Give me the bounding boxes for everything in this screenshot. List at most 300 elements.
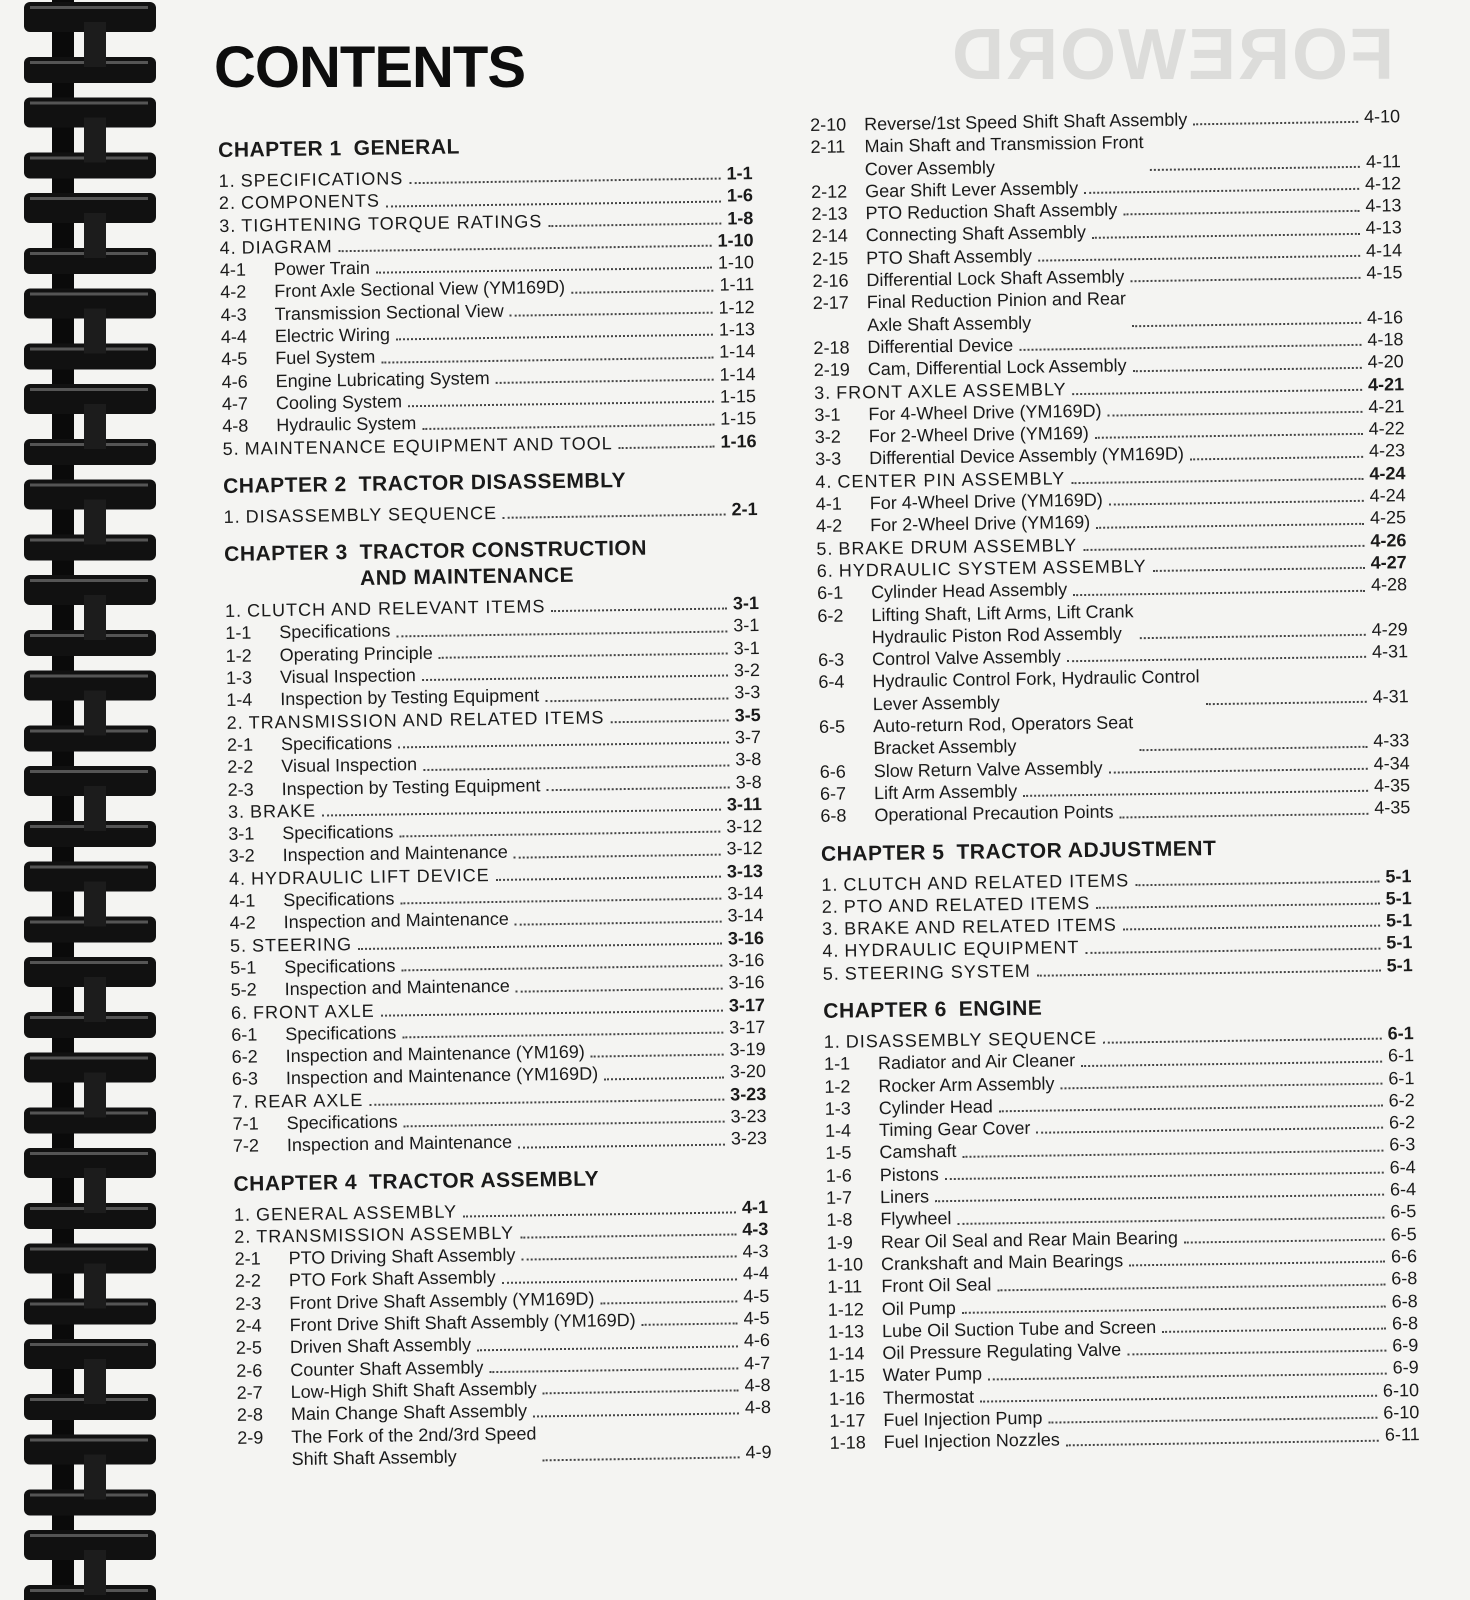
entry-number: 2-10 <box>810 114 847 135</box>
entry-title: Control Valve Assembly <box>871 646 1061 670</box>
entry-number: 2-7 <box>236 1382 263 1403</box>
toc-section-entry <box>223 498 757 528</box>
page-title: CONTENTS <box>214 35 525 100</box>
dot-leader <box>422 675 728 682</box>
entry-number: 4-7 <box>221 393 249 414</box>
chapter-title-line: TRACTOR ADJUSTMENT <box>956 836 1217 864</box>
entry-number: 3-3 <box>814 449 842 470</box>
entry-page-number: 3-1 <box>733 615 760 636</box>
entry-title: For 2-Wheel Drive (YM169) <box>869 512 1091 536</box>
entry-number: 3. <box>219 215 237 236</box>
entry-page-number: 4-14 <box>1365 240 1403 261</box>
dot-leader <box>398 742 729 749</box>
chapter-title-line: TRACTOR DISASSEMBLY <box>358 468 627 496</box>
entry-number: 2. <box>226 712 244 733</box>
entry-number: 2. <box>218 193 237 214</box>
entry-page-number: 4-24 <box>1369 485 1406 506</box>
dot-leader <box>358 943 722 950</box>
entry-title: Differential Device Assembly (YM169D) <box>868 443 1185 469</box>
dot-leader <box>496 379 714 384</box>
entry-title-line: Main Shaft and Transmission Front <box>864 132 1144 157</box>
dot-leader <box>1123 210 1359 216</box>
binding-ring <box>24 193 156 274</box>
entry-number: 4-5 <box>221 348 248 370</box>
dot-leader <box>1019 344 1361 351</box>
entry-page-number: 4-31 <box>1372 685 1409 707</box>
entry-number: 1. <box>821 874 839 895</box>
dot-leader <box>1073 389 1363 395</box>
dot-leader <box>369 1099 724 1106</box>
entry-title: HYDRAULIC EQUIPMENT <box>844 937 1080 961</box>
entry-number: 3-1 <box>228 823 255 845</box>
entry-page-number: 3-7 <box>734 726 762 748</box>
entry-page-number: 3-12 <box>726 816 763 837</box>
dot-leader <box>610 719 728 723</box>
entry-page-number: 1-1 <box>726 163 753 184</box>
entry-title-line: Hydraulic Control Fork, Hydraulic Control <box>872 666 1200 692</box>
entry-page-number: 2-1 <box>731 498 758 520</box>
entry-number: 1. <box>224 600 243 622</box>
entry-title: HYDRAULIC SYSTEM ASSEMBLY <box>838 555 1147 581</box>
entry-title: BRAKE <box>249 800 317 822</box>
entry-number: 2-12 <box>811 181 848 202</box>
spiral-binding <box>0 0 160 1600</box>
entry-number: 6-3 <box>817 649 845 671</box>
entry-title: Lube Oil Suction Tube and Screen <box>881 1316 1157 1341</box>
entry-page-number: 3-3 <box>734 682 761 703</box>
dot-leader <box>591 1054 724 1058</box>
entry-number: 2-13 <box>811 203 848 225</box>
entry-title <box>872 666 1200 715</box>
entry-number: 3-2 <box>228 845 255 867</box>
entry-number: 7-1 <box>232 1113 259 1134</box>
entry-page-number: 3-20 <box>729 1061 767 1082</box>
entry-title: Oil Pressure Regulating Valve <box>882 1339 1122 1364</box>
entry-title <box>291 1422 537 1470</box>
entry-title: Front Drive Shaft Assembly (YM169D) <box>289 1288 595 1313</box>
entry-number: 6-1 <box>816 582 844 604</box>
binding-ring <box>24 480 156 561</box>
entry-page-number: 4-10 <box>1363 106 1401 127</box>
entry-page-number: 4-7 <box>744 1352 771 1373</box>
entry-page-number: 4-15 <box>1366 262 1403 283</box>
chapter-title-line: AND MAINTENANCE <box>359 563 575 591</box>
entry-title-line: Cover Assembly <box>864 156 995 179</box>
entry-number: 1-4 <box>226 689 253 711</box>
entry-page-number: 3-16 <box>727 927 765 949</box>
entry-page-number: 3-5 <box>734 704 761 726</box>
entry-title-line: Lifting Shaft, Lift Arms, Lift Crank <box>871 600 1134 625</box>
entry-page-number: 6-8 <box>1391 1268 1418 1289</box>
dot-leader <box>547 786 730 791</box>
dot-leader <box>1096 903 1380 909</box>
dot-leader <box>1123 925 1380 931</box>
entry-page-number: 1-13 <box>718 319 756 340</box>
dot-leader <box>1108 411 1363 417</box>
entry-number: 6. <box>816 560 834 581</box>
entry-title: Specifications <box>283 888 395 911</box>
binding-ring <box>24 1053 156 1134</box>
entry-number: 2-16 <box>812 270 849 292</box>
entry-title: Slow Return Valve Assembly <box>873 757 1103 781</box>
dot-leader <box>514 853 721 858</box>
chapter-heading <box>823 990 1413 1025</box>
dot-leader <box>1120 812 1369 818</box>
dot-leader <box>1084 188 1359 194</box>
dot-leader <box>1153 567 1365 572</box>
chapter-number: CHAPTER 6 <box>823 998 948 1023</box>
entry-number: 7-2 <box>232 1135 260 1157</box>
entry-title: Timing Gear Cover <box>878 1118 1031 1141</box>
entry-title: Specifications <box>284 955 396 978</box>
entry-title: Differential Device <box>867 334 1014 358</box>
entry-page-number: 6-5 <box>1390 1223 1417 1245</box>
entry-number: 1-11 <box>827 1276 863 1298</box>
entry-page-number: 3-8 <box>735 749 762 770</box>
binding-ring <box>24 671 156 752</box>
dot-leader <box>1081 1060 1382 1066</box>
dot-leader <box>515 920 722 925</box>
entry-number: 2-6 <box>236 1360 263 1381</box>
dot-leader <box>619 446 715 449</box>
entry-title: FRONT AXLE <box>252 1000 375 1023</box>
entry-number: 3-2 <box>814 426 841 448</box>
entry-title: Fuel System <box>275 347 376 369</box>
entry-title: Visual Inspection <box>281 754 418 777</box>
chapter-heading <box>224 534 759 594</box>
entry-title-line: The Fork of the 2nd/3rd Speed <box>291 1422 537 1447</box>
entry-page-number: 3-2 <box>733 660 761 681</box>
entry-number: 2-4 <box>235 1315 262 1336</box>
entry-title: GENERAL ASSEMBLY <box>255 1201 458 1225</box>
binding-ring <box>24 1244 156 1325</box>
entry-title: Counter Shaft Assembly <box>290 1356 484 1380</box>
entry-title-line: Final Reduction Pinion and Rear <box>866 288 1127 313</box>
entry-page-number: 4-33 <box>1373 730 1410 752</box>
entry-page-number: 6-4 <box>1389 1156 1416 1178</box>
entry-number: 1-1 <box>823 1053 851 1075</box>
entry-page-number: 3-23 <box>730 1105 767 1127</box>
entry-number: 6-5 <box>818 716 846 737</box>
entry-title: STEERING <box>251 933 353 956</box>
entry-title: PTO Fork Shaft Assembly <box>288 1267 496 1291</box>
entry-number: 5-1 <box>230 957 257 978</box>
entry-page-number: 6-4 <box>1389 1179 1417 1200</box>
dot-leader <box>1067 656 1366 662</box>
toc-subsection-entry <box>237 1418 772 1471</box>
entry-number: 2-9 <box>237 1427 264 1448</box>
dot-leader <box>548 222 721 227</box>
entry-page-number: 3-1 <box>733 637 760 659</box>
entry-number: 4-1 <box>229 890 256 911</box>
entry-number: 2-3 <box>227 779 254 800</box>
entry-title: CENTER PIN ASSEMBLY <box>837 468 1066 492</box>
entry-title: Thermostat <box>882 1386 975 1408</box>
entry-page-number: 1-15 <box>719 386 757 407</box>
entry-number: 2-18 <box>813 337 850 358</box>
entry-number: 1. <box>223 506 241 527</box>
entry-page-number: 3-14 <box>727 905 764 926</box>
entry-title: Inspection by Testing Equipment <box>281 774 541 799</box>
dot-leader <box>1130 277 1360 282</box>
entry-title: STEERING SYSTEM <box>844 960 1031 984</box>
entry-page-number: 4-6 <box>743 1330 771 1351</box>
binding-ring <box>24 862 156 943</box>
dot-leader <box>600 1300 737 1304</box>
entry-page-number: 4-16 <box>1366 306 1404 328</box>
entry-number: 6-4 <box>818 671 845 693</box>
entry-title: Fuel Injection Pump <box>883 1407 1043 1431</box>
dot-leader <box>1049 1417 1378 1424</box>
dot-leader <box>381 356 713 363</box>
entry-page-number: 4-1 <box>741 1196 769 1217</box>
entry-number: 4. <box>822 941 840 962</box>
entry-title: PTO Driving Shaft Assembly <box>288 1244 516 1269</box>
dot-leader <box>521 1256 736 1261</box>
entry-title: REAR AXLE <box>254 1089 364 1112</box>
dot-leader <box>1083 545 1364 551</box>
dot-leader <box>1103 1038 1382 1044</box>
entry-number: 4-4 <box>220 326 248 348</box>
dot-leader <box>1129 1261 1385 1267</box>
dot-leader <box>1086 947 1381 953</box>
entry-title: Driven Shaft Assembly <box>289 1334 472 1358</box>
entry-title: Operating Principle <box>279 642 433 665</box>
entry-title: TRANSMISSION AND RELATED ITEMS <box>248 706 605 733</box>
dot-leader <box>396 630 727 637</box>
entry-number: 1-3 <box>225 667 253 688</box>
dot-leader <box>1061 1082 1383 1089</box>
dot-leader <box>1162 1328 1386 1333</box>
entry-page-number: 3-19 <box>729 1039 766 1060</box>
entry-title: Inspection and Maintenance (YM169D) <box>285 1063 599 1089</box>
entry-title: Radiator and Air Cleaner <box>877 1050 1076 1074</box>
entry-title: Main Change Shaft Assembly <box>290 1400 528 1425</box>
dot-leader <box>1140 745 1368 750</box>
entry-number: 4-3 <box>220 304 247 325</box>
entry-page-number: 4-21 <box>1367 373 1405 395</box>
entry-page-number: 6-10 <box>1382 1379 1420 1401</box>
entry-page-number: 3-13 <box>726 860 764 882</box>
entry-page-number: 6-11 <box>1384 1424 1420 1445</box>
entry-page-number: 3-11 <box>726 793 763 815</box>
entry-page-number: 4-35 <box>1373 775 1411 796</box>
entry-title: PTO AND RELATED ITEMS <box>843 892 1091 917</box>
entry-page-number: 6-10 <box>1383 1402 1420 1423</box>
entry-page-number: 3-17 <box>728 994 766 1016</box>
contents-column-left <box>218 135 772 1471</box>
entry-title: HYDRAULIC LIFT DEVICE <box>250 864 490 889</box>
entry-page-number: 4-22 <box>1368 418 1405 439</box>
entry-number: 2-15 <box>811 248 849 269</box>
entry-title: Differential Lock Shaft Assembly <box>866 266 1125 291</box>
binding-ring <box>24 1530 156 1600</box>
dot-leader <box>502 1278 737 1283</box>
dot-leader <box>1037 970 1381 977</box>
entry-page-number: 6-1 <box>1388 1067 1415 1089</box>
entry-page-number: 6-1 <box>1387 1045 1415 1066</box>
entry-title: Inspection and Maintenance <box>284 975 510 1000</box>
entry-number: 1-5 <box>825 1142 852 1164</box>
dot-leader <box>423 764 729 771</box>
entry-number: 1-16 <box>828 1388 866 1409</box>
dot-leader <box>980 1395 1377 1403</box>
dot-leader <box>1140 634 1366 639</box>
dot-leader <box>1092 233 1360 239</box>
entry-number: 1-13 <box>827 1321 865 1342</box>
chapter-number: CHAPTER 1 <box>218 137 342 162</box>
entry-number: 2-1 <box>234 1248 261 1270</box>
entry-page-number: 5-1 <box>1385 865 1412 887</box>
binding-ring <box>24 766 156 847</box>
dot-leader <box>477 1345 738 1351</box>
chapter-number: CHAPTER 5 <box>820 840 945 866</box>
entry-title: TIGHTENING TORQUE RATINGS <box>241 210 543 236</box>
dot-leader <box>489 1367 738 1373</box>
dot-leader <box>400 898 721 905</box>
entry-title: Liners <box>879 1186 930 1208</box>
chapter-heading <box>233 1164 767 1198</box>
entry-page-number: 6-3 <box>1389 1134 1416 1155</box>
entry-page-number: 4-13 <box>1365 195 1402 216</box>
dot-leader <box>1132 322 1361 327</box>
dot-leader <box>1184 1239 1385 1244</box>
entry-number: 2. <box>821 896 839 917</box>
entry-title: Inspection by Testing Equipment <box>280 685 540 710</box>
entry-number: 1-12 <box>827 1298 864 1320</box>
entry-title: Operational Precaution Points <box>874 801 1114 826</box>
entry-title: Inspection and Maintenance (YM169) <box>285 1041 585 1067</box>
dot-leader <box>533 1412 739 1417</box>
entry-title: Low-High Shift Shaft Assembly <box>290 1378 537 1403</box>
entry-page-number: 3-12 <box>726 838 763 859</box>
dot-leader <box>520 1234 736 1239</box>
entry-title: CLUTCH AND RELATED ITEMS <box>843 869 1130 895</box>
dot-leader <box>1150 166 1360 171</box>
entry-title: PTO Reduction Shaft Assembly <box>865 199 1118 224</box>
entry-title: Visual Inspection <box>279 665 416 688</box>
entry-title: MAINTENANCE EQUIPMENT AND TOOL <box>244 432 613 459</box>
chapter-title-line: GENERAL <box>353 135 461 160</box>
entry-title: Water Pump <box>882 1364 983 1386</box>
entry-page-number: 4-29 <box>1371 619 1408 640</box>
binding-ring <box>24 1339 156 1420</box>
entry-page-number: 4-8 <box>744 1374 771 1396</box>
dot-leader <box>1071 478 1363 484</box>
entry-page-number: 4-21 <box>1368 396 1405 417</box>
dot-leader <box>399 831 720 838</box>
entry-number: 4-2 <box>229 912 256 934</box>
entry-page-number: 4-5 <box>743 1285 770 1307</box>
entry-page-number: 4-26 <box>1370 529 1407 551</box>
dot-leader <box>1037 1127 1384 1134</box>
dot-leader <box>401 965 722 972</box>
entry-number: 1-2 <box>824 1076 851 1097</box>
binding-ring <box>24 98 156 179</box>
entry-page-number: 4-24 <box>1369 462 1406 484</box>
entry-title: Specifications <box>285 1022 397 1044</box>
entry-number: 6-3 <box>231 1068 259 1090</box>
dot-leader <box>503 514 726 519</box>
entry-number: 4-8 <box>222 415 249 437</box>
entry-page-number: 6-2 <box>1388 1112 1416 1133</box>
entry-title: CLUTCH AND RELEVANT ITEMS <box>246 596 546 621</box>
entry-number: 3. <box>227 801 246 822</box>
entry-page-number: 4-23 <box>1368 440 1406 462</box>
entry-page-number: 3-1 <box>732 593 760 614</box>
entry-title: FRONT AXLE ASSEMBLY <box>835 378 1067 403</box>
entry-page-number: 4-8 <box>744 1397 772 1418</box>
dot-leader <box>988 1372 1387 1380</box>
dot-leader <box>1127 1350 1386 1356</box>
entry-title <box>867 288 1127 336</box>
entry-number: 1-18 <box>829 1432 866 1454</box>
entry-title: Cylinder Head Assembly <box>870 579 1068 603</box>
entry-title-line: Bracket Assembly <box>873 736 1017 759</box>
entry-page-number: 1-11 <box>719 274 755 296</box>
entry-page-number: 6-1 <box>1387 1023 1414 1044</box>
entry-number: 6-2 <box>817 605 844 626</box>
entry-number: 1-8 <box>826 1209 853 1231</box>
entry-number: 2-19 <box>813 359 850 381</box>
entry-number: 4-1 <box>219 259 247 281</box>
entry-page-number: 4-9 <box>745 1441 772 1463</box>
binding-ring <box>24 2 156 83</box>
entry-title: COMPONENTS <box>240 190 381 213</box>
entry-title: PTO Shaft Assembly <box>865 245 1033 268</box>
entry-number: 3. <box>821 918 840 940</box>
entry-page-number: 5-1 <box>1386 954 1413 976</box>
chapter-title <box>358 468 626 498</box>
entry-number: 1. <box>218 170 236 191</box>
dot-leader <box>381 1009 723 1016</box>
dot-leader <box>1135 880 1379 886</box>
entry-title-line: Hydraulic Piston Rod Assembly <box>871 623 1122 647</box>
chapter-heading <box>223 466 757 500</box>
dot-leader <box>571 289 714 293</box>
dot-leader <box>543 1390 739 1395</box>
entry-number: 5-2 <box>230 979 257 1001</box>
chapter-title-line: TRACTOR ASSEMBLY <box>368 1167 600 1194</box>
binding-ring <box>24 289 156 370</box>
show-through-text: FOREWORD <box>950 15 1394 95</box>
entry-title <box>873 711 1134 759</box>
entry-number: 5. <box>816 538 834 559</box>
entry-page-number: 4-31 <box>1371 641 1409 662</box>
chapter-number: CHAPTER 2 <box>222 472 347 498</box>
dot-leader <box>997 1283 1385 1291</box>
entry-number: 1-4 <box>824 1120 852 1142</box>
entry-title: Inspection and Maintenance <box>283 909 509 933</box>
entry-number: 1-2 <box>225 645 252 666</box>
entry-title: Reverse/1st Speed Shift Shaft Assembly <box>864 109 1188 135</box>
entry-number: 1-10 <box>826 1254 864 1275</box>
entry-title: Front Oil Seal <box>881 1274 992 1297</box>
entry-title: Crankshaft and Main Bearings <box>880 1250 1124 1275</box>
entry-number: 3. <box>813 382 832 403</box>
entry-page-number: 4-20 <box>1367 351 1404 373</box>
dot-leader <box>1193 121 1358 125</box>
entry-page-number: 4-34 <box>1373 752 1410 774</box>
entry-number: 2-11 <box>810 136 846 158</box>
entry-number: 3-1 <box>814 404 841 425</box>
entry-title: Camshaft <box>879 1141 957 1163</box>
entry-page-number: 4-3 <box>742 1218 769 1240</box>
entry-page-number: 1-6 <box>726 185 754 206</box>
entry-title: Cylinder Head <box>878 1096 993 1118</box>
entry-page-number: 6-8 <box>1391 1312 1419 1334</box>
entry-title: For 4-Wheel Drive (YM169D) <box>868 400 1102 425</box>
